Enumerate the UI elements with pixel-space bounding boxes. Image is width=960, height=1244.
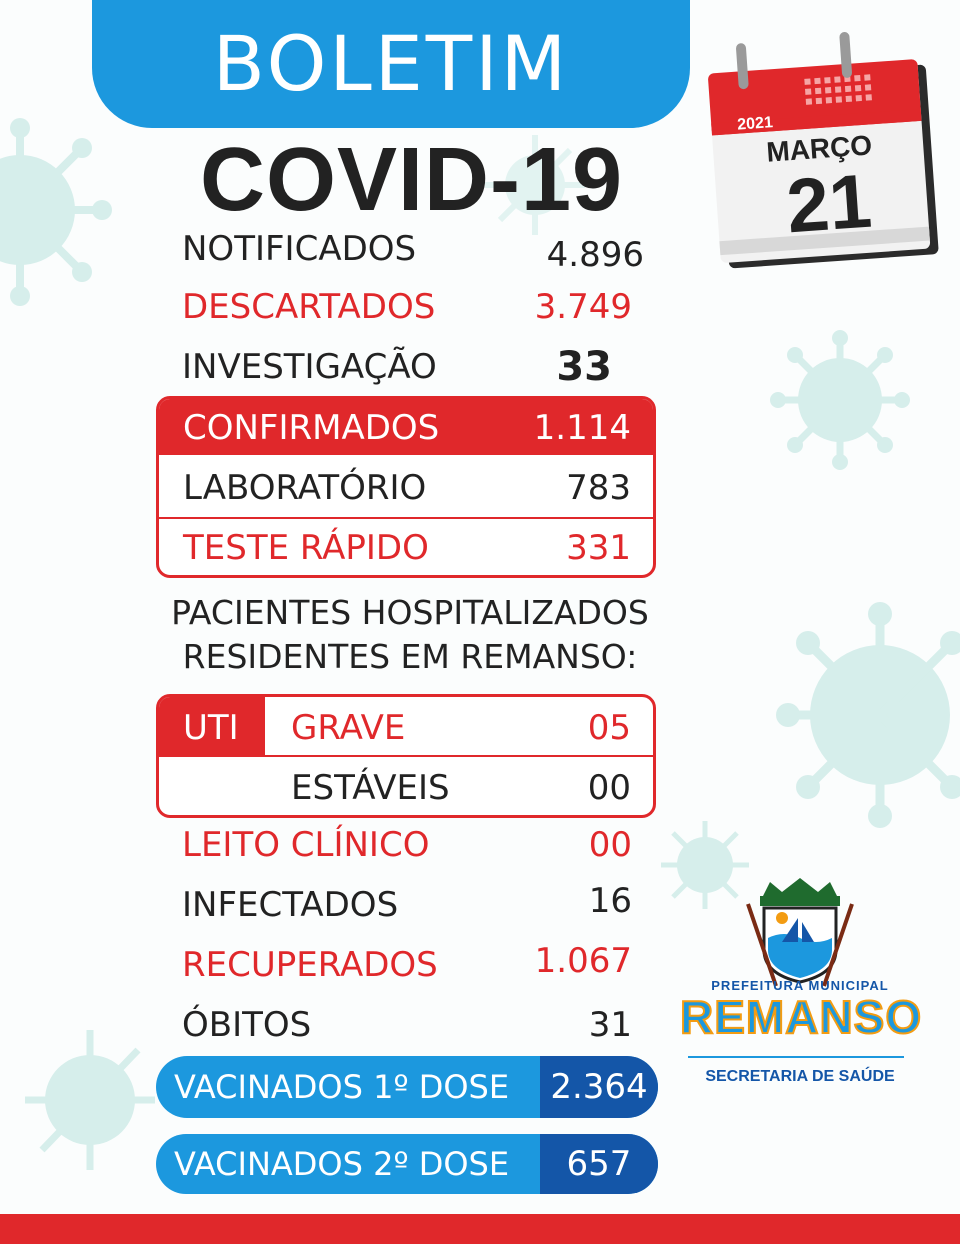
grave-value: 05	[587, 708, 631, 748]
vaccinated-dose1-value: 2.364	[540, 1056, 658, 1118]
stat-notificados	[182, 224, 644, 274]
logo-name-text: REMANSO	[680, 991, 923, 1043]
vaccinated-dose2-pill	[156, 1134, 658, 1194]
stat-label: RECUPERADOS	[182, 945, 438, 985]
stat-label: DESCARTADOS	[182, 287, 436, 327]
stat-label: LEITO CLÍNICO	[182, 825, 430, 865]
stat-infectados	[182, 880, 632, 930]
laboratorio-label: LABORATÓRIO	[183, 468, 427, 508]
stat-label: ÓBITOS	[182, 1005, 312, 1045]
estaveis-value: 00	[587, 768, 631, 808]
vaccinated-dose1-pill	[156, 1056, 658, 1118]
logo-divider	[688, 1056, 904, 1058]
hospitalized-heading-line1: PACIENTES HOSPITALIZADOS	[171, 593, 649, 632]
stat-recuperados	[182, 940, 632, 990]
calendar-year: 2021	[736, 114, 774, 134]
hospitalized-heading-line2: RESIDENTES EM REMANSO:	[182, 637, 638, 676]
grave-label: GRAVE	[291, 708, 406, 748]
divider	[159, 755, 653, 757]
stat-value: 1.067	[534, 941, 632, 981]
stat-value: 4.896	[546, 235, 644, 275]
virus-decoration-icon	[20, 1020, 160, 1180]
calendar-icon	[700, 30, 940, 270]
stat-investigacao	[182, 342, 612, 392]
confirmados-label: CONFIRMADOS	[183, 408, 440, 448]
laboratorio-value: 783	[566, 468, 631, 508]
bottom-bar	[0, 1214, 960, 1244]
teste-rapido-value: 331	[566, 528, 631, 568]
stat-value: 33	[556, 344, 612, 390]
virus-decoration-icon	[770, 330, 910, 470]
estaveis-label: ESTÁVEIS	[291, 768, 450, 808]
stat-value: 16	[588, 881, 632, 921]
stat-value: 31	[588, 1005, 632, 1045]
vaccinated-dose1-label: VACINADOS 1º DOSE	[174, 1068, 510, 1106]
logo-prefeitura-text: PREFEITURA MUNICIPAL	[711, 978, 889, 993]
page-title: COVID-19	[200, 130, 624, 230]
stat-value: 3.749	[534, 287, 632, 327]
confirmed-box	[156, 396, 656, 578]
divider	[159, 517, 653, 519]
stat-label: INVESTIGAÇÃO	[182, 347, 437, 387]
stat-label: NOTIFICADOS	[182, 229, 417, 269]
stat-descartados	[182, 282, 632, 332]
uti-label: UTI	[183, 708, 239, 748]
logo-secretaria-text: SECRETARIA DE SAÚDE	[705, 1068, 895, 1085]
confirmados-value: 1.114	[533, 408, 631, 448]
teste-rapido-label: TESTE RÁPIDO	[183, 528, 429, 568]
calendar-month: MARÇO	[765, 129, 874, 168]
banner-title: BOLETIM	[212, 19, 570, 108]
vaccinated-dose2-label: VACINADOS 2º DOSE	[174, 1145, 510, 1183]
stat-leito-clinico	[182, 820, 632, 870]
uti-box	[156, 694, 656, 818]
vaccinated-dose2-value: 657	[540, 1134, 658, 1194]
stat-label: INFECTADOS	[182, 885, 399, 925]
virus-decoration-icon	[0, 110, 120, 310]
calendar-day: 21	[783, 158, 875, 250]
stat-value: 00	[588, 825, 632, 865]
virus-decoration-icon	[770, 600, 960, 830]
stat-obitos	[182, 1000, 632, 1050]
